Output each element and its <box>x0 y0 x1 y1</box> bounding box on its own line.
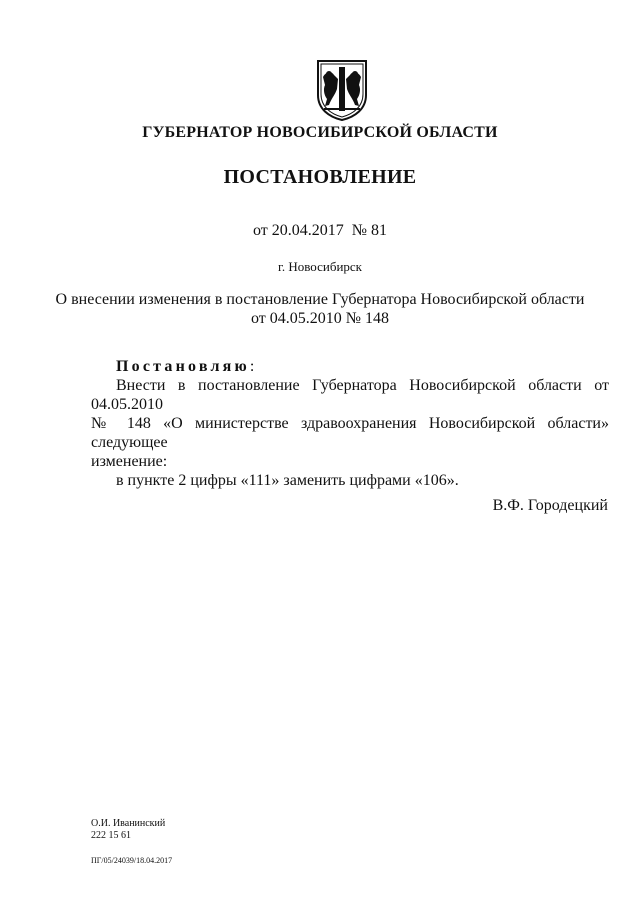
coat-of-arms-icon <box>315 59 369 122</box>
document-body <box>91 357 609 490</box>
document-type: ПОСТАНОВЛЕНИЕ <box>223 166 417 188</box>
issuer-title: ГУБЕРНАТОР НОВОСИБИРСКОЙ ОБЛАСТИ <box>142 124 498 141</box>
paragraph-1-line-2: № 148 «О министерстве здравоохранения Новосибирской области» следующее <box>91 415 609 451</box>
document-city: г. Новосибирск <box>277 259 362 274</box>
executor-phone: 222 15 61 <box>91 830 131 841</box>
paragraph-2: в пункте 2 цифры «111» заменить цифрами «106». <box>116 472 459 489</box>
paragraph-1-line-1: Внести в постановление Губернатора Новосибирской области от 04.05.2010 <box>91 377 609 413</box>
decree-line <box>91 357 609 376</box>
executor-name: О.И. Иванинский <box>91 818 166 829</box>
decree-word: Постановляю <box>116 358 250 375</box>
paragraph-1-line-3: изменение: <box>91 453 168 470</box>
document-date-number: от 20.04.2017 № 81 <box>252 222 388 239</box>
signer-name: В.Ф. Городецкий <box>492 497 608 514</box>
subject-line-1: О внесении изменения в постановление Губернатора Новосибирской области <box>55 291 585 308</box>
executor-contact <box>91 818 165 842</box>
registration-number: ПГ/05/24039/18.04.2017 <box>91 856 173 865</box>
decree-colon: : <box>249 358 255 375</box>
subject-line-2: от 04.05.2010 № 148 <box>250 310 390 327</box>
document-subject <box>0 290 640 328</box>
